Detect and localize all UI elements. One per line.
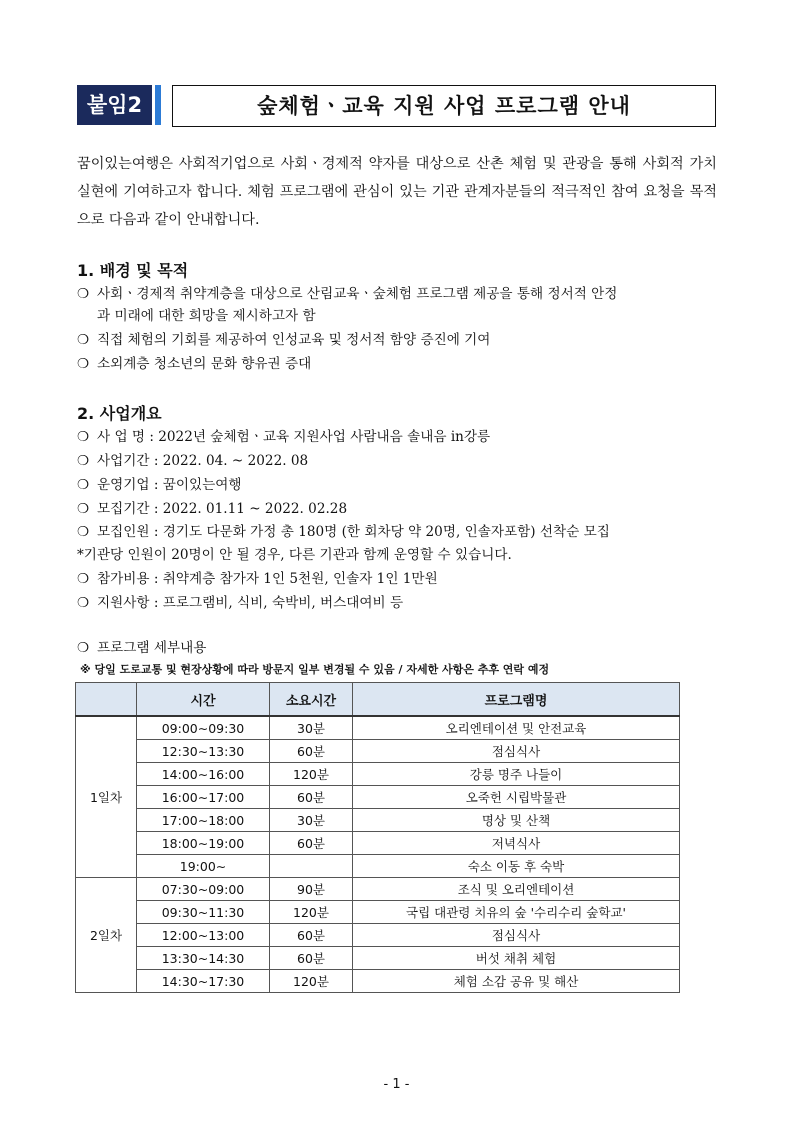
- attachment-badge: 붙임2: [77, 85, 152, 125]
- duration-cell: 60분: [270, 740, 353, 763]
- duration-cell: 60분: [270, 947, 353, 970]
- program-cell: 조식 및 오리엔테이션: [353, 878, 680, 901]
- duration-cell: 30분: [270, 809, 353, 832]
- table-row: [76, 832, 680, 855]
- time-cell: 14:00∼16:00: [137, 763, 270, 786]
- schedule-table: [75, 682, 680, 993]
- circle-bullet-icon: ❍: [77, 429, 90, 445]
- circle-bullet-icon: ❍: [77, 477, 90, 493]
- circle-bullet-icon: ❍: [77, 286, 90, 302]
- program-cell: 국립 대관령 치유의 숲 '수리수리 숲학교': [353, 901, 680, 924]
- circle-bullet-icon: ❍: [77, 453, 90, 469]
- time-cell: 17:00∼18:00: [137, 809, 270, 832]
- table-row: [76, 716, 680, 740]
- page-number: - 1 -: [383, 1077, 410, 1092]
- circle-bullet-icon: ❍: [77, 595, 90, 611]
- document-header: [77, 85, 716, 127]
- table-row: [76, 763, 680, 786]
- program-cell: 강릉 명주 나들이: [353, 763, 680, 786]
- program-cell: 오죽헌 시립박물관: [353, 786, 680, 809]
- table-row: [76, 901, 680, 924]
- duration-cell: 120분: [270, 970, 353, 993]
- table-row: [76, 740, 680, 763]
- section2-item: ❍ 운영기업 : 꿈이있는여행: [77, 477, 242, 493]
- table-row: [76, 855, 680, 878]
- day-cell: 2일차: [76, 878, 137, 993]
- program-warning: ※ 당일 도로교통 및 현장상황에 따라 방문지 일부 변경될 수 있음 / 자세한 사항은 추후 연락 예정: [80, 663, 550, 676]
- program-cell: 숙소 이동 후 숙박: [353, 855, 680, 878]
- section1-item: ❍ 직접 체험의 기회를 제공하여 인성교육 및 정서적 함양 증진에 기여: [77, 332, 491, 348]
- duration-cell: 60분: [270, 786, 353, 809]
- document-title: 숲체험ㆍ교육 지원 사업 프로그램 안내: [172, 85, 716, 127]
- table-row: [76, 924, 680, 947]
- section2-item: ❍ 모집인원 : 경기도 다문화 가정 총 180명 (한 회차당 약 20명, 인솔자포함) 선착순 모집: [77, 524, 610, 540]
- section2-item: ❍ 지원사항 : 프로그램비, 식비, 숙박비, 버스대여비 등: [77, 595, 404, 611]
- time-cell: 18:00∼19:00: [137, 832, 270, 855]
- column-header-time: 시간: [137, 683, 270, 717]
- section2-item: ❍ 참가비용 : 취약계층 참가자 1인 5천원, 인솔자 1인 1만원: [77, 571, 438, 587]
- time-cell: 09:00∼09:30: [137, 716, 270, 740]
- column-header-program: 프로그램명: [353, 683, 680, 717]
- table-row: [76, 786, 680, 809]
- circle-bullet-icon: ❍: [77, 524, 90, 540]
- time-cell: 16:00∼17:00: [137, 786, 270, 809]
- time-cell: 07:30~09:00: [137, 878, 270, 901]
- table-header-row: [76, 683, 680, 717]
- program-cell: 명상 및 산책: [353, 809, 680, 832]
- intro-paragraph: 꿈이있는여행은 사회적기업으로 사회ㆍ경제적 약자를 대상으로 산촌 체험 및 관광을 통해 사회적 가치 실현에 기여하고자 합니다. 체험 프로그램에 관심이 있는 기관 관계자분들의 적극적인 참여 요청을 목적으로 다음과 같이 안내합니다.: [77, 156, 717, 228]
- program-cell: 버섯 채취 체험: [353, 947, 680, 970]
- duration-cell: 60분: [270, 924, 353, 947]
- duration-cell: 90분: [270, 878, 353, 901]
- section2-item: ❍ 모집기간 : 2022. 01.11 ~ 2022. 02.28: [77, 501, 348, 517]
- time-cell: 12:00~13:00: [137, 924, 270, 947]
- section1-item-continuation: 과 미래에 대한 희망을 제시하고자 함: [97, 308, 316, 324]
- column-header-day: [76, 683, 137, 717]
- circle-bullet-icon: ❍: [77, 571, 90, 587]
- duration-cell: 60분: [270, 832, 353, 855]
- program-cell: 저녁식사: [353, 832, 680, 855]
- section1-item: ❍ 사회ㆍ경제적 취약계층을 대상으로 산림교육ㆍ숲체험 프로그램 제공을 통해 정서적 안정: [77, 286, 618, 302]
- circle-bullet-icon: ❍: [77, 501, 90, 517]
- column-header-duration: 소요시간: [270, 683, 353, 717]
- program-cell: 체험 소감 공유 및 해산: [353, 970, 680, 993]
- badge-accent-stripe: [155, 85, 161, 125]
- section1-title: 1. 배경 및 목적: [77, 261, 189, 280]
- duration-cell: [270, 855, 353, 878]
- circle-bullet-icon: ❍: [77, 640, 90, 656]
- program-cell: 점심식사: [353, 740, 680, 763]
- table-row: [76, 809, 680, 832]
- program-cell: 오리엔테이션 및 안전교육: [353, 716, 680, 740]
- circle-bullet-icon: ❍: [77, 332, 90, 348]
- table-row: [76, 878, 680, 901]
- section1-item: ❍ 소외계층 청소년의 문화 향유권 증대: [77, 356, 312, 372]
- section2-item: ❍ 사 업 명 : 2022년 숲체험ㆍ교육 지원사업 사람내음 솔내음 in강릉: [77, 429, 491, 445]
- time-cell: 19:00∼: [137, 855, 270, 878]
- time-cell: 09:30~11:30: [137, 901, 270, 924]
- program-cell: 점심식사: [353, 924, 680, 947]
- time-cell: 13:30~14:30: [137, 947, 270, 970]
- duration-cell: 120분: [270, 763, 353, 786]
- section2-title: 2. 사업개요: [77, 404, 162, 423]
- table-row: [76, 947, 680, 970]
- time-cell: 14:30~17:30: [137, 970, 270, 993]
- time-cell: 12:30∼13:30: [137, 740, 270, 763]
- section2-item: ❍ 사업기간 : 2022. 04. ~ 2022. 08: [77, 453, 309, 469]
- section2-note: *기관당 인원이 20명이 안 될 경우, 다른 기관과 함께 운영할 수 있습니다.: [77, 547, 512, 563]
- table-row: [76, 970, 680, 993]
- duration-cell: 30분: [270, 716, 353, 740]
- duration-cell: 120분: [270, 901, 353, 924]
- day-cell: 1일차: [76, 716, 137, 878]
- circle-bullet-icon: ❍: [77, 356, 90, 372]
- program-label: ❍ 프로그램 세부내용: [77, 640, 207, 656]
